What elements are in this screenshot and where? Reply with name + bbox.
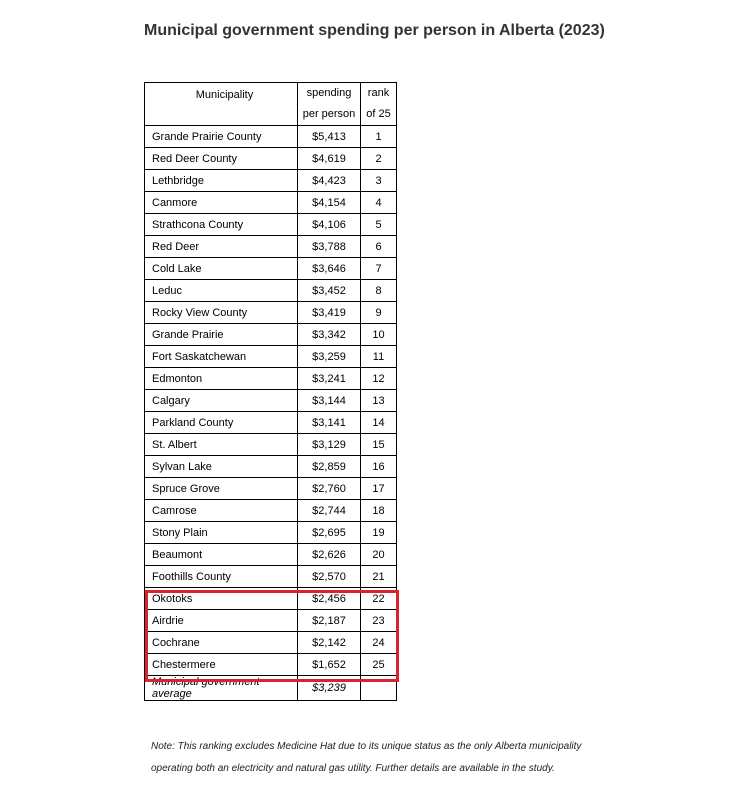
rank-cell: 16 <box>361 456 397 478</box>
rank-cell: 1 <box>361 126 397 148</box>
spending-cell: $3,144 <box>298 390 361 412</box>
table-row <box>145 302 397 324</box>
table-row <box>145 368 397 390</box>
spending-cell: $4,106 <box>298 214 361 236</box>
spending-cell: $3,342 <box>298 324 361 346</box>
average-rank <box>361 676 397 701</box>
municipality-cell: Calgary <box>145 390 298 412</box>
municipality-cell: Rocky View County <box>145 302 298 324</box>
table-row <box>145 170 397 192</box>
spending-cell: $3,129 <box>298 434 361 456</box>
spending-cell: $2,859 <box>298 456 361 478</box>
municipality-cell: Sylvan Lake <box>145 456 298 478</box>
table-row <box>145 214 397 236</box>
spending-cell: $2,626 <box>298 544 361 566</box>
table-row <box>145 478 397 500</box>
average-label: Municipal government average <box>145 676 298 701</box>
table-row <box>145 280 397 302</box>
table-row <box>145 610 397 632</box>
average-spending: $3,239 <box>298 676 361 701</box>
spending-table <box>144 82 397 701</box>
municipality-cell: Airdrie <box>145 610 298 632</box>
spending-cell: $3,259 <box>298 346 361 368</box>
table-row <box>145 390 397 412</box>
table-row <box>145 192 397 214</box>
rank-cell: 11 <box>361 346 397 368</box>
table-row <box>145 522 397 544</box>
average-row <box>145 676 397 701</box>
municipality-cell: St. Albert <box>145 434 298 456</box>
rank-cell: 5 <box>361 214 397 236</box>
municipality-cell: Chestermere <box>145 654 298 676</box>
rank-cell: 17 <box>361 478 397 500</box>
municipality-cell: Beaumont <box>145 544 298 566</box>
table-row <box>145 258 397 280</box>
table-row <box>145 148 397 170</box>
rank-cell: 24 <box>361 632 397 654</box>
table-row <box>145 412 397 434</box>
table-row <box>145 544 397 566</box>
footnote-line1: Note: This ranking excludes Medicine Hat due to its unique status as the only Alberta municipality <box>151 741 582 752</box>
municipality-cell: Camrose <box>145 500 298 522</box>
spending-cell: $2,744 <box>298 500 361 522</box>
table-body <box>145 126 397 676</box>
rank-cell: 25 <box>361 654 397 676</box>
rank-cell: 12 <box>361 368 397 390</box>
spending-cell: $3,241 <box>298 368 361 390</box>
rank-cell: 21 <box>361 566 397 588</box>
spending-cell: $2,456 <box>298 588 361 610</box>
municipality-cell: Grande Prairie <box>145 324 298 346</box>
table-row <box>145 566 397 588</box>
spending-cell: $3,788 <box>298 236 361 258</box>
table-row <box>145 654 397 676</box>
municipality-cell: Fort Saskatchewan <box>145 346 298 368</box>
header-spending <box>298 83 361 126</box>
table-row <box>145 434 397 456</box>
header-rank-line2: of 25 <box>366 108 391 120</box>
rank-cell: 20 <box>361 544 397 566</box>
rank-cell: 15 <box>361 434 397 456</box>
footnote-line2: operating both an electricity and natural gas utility. Further details are available in the study. <box>151 763 555 774</box>
municipality-cell: Okotoks <box>145 588 298 610</box>
table-row <box>145 456 397 478</box>
rank-cell: 8 <box>361 280 397 302</box>
table-row <box>145 126 397 148</box>
municipality-cell: Strathcona County <box>145 214 298 236</box>
table-row <box>145 588 397 610</box>
table-row <box>145 236 397 258</box>
municipality-cell: Edmonton <box>145 368 298 390</box>
rank-cell: 6 <box>361 236 397 258</box>
municipality-cell: Parkland County <box>145 412 298 434</box>
spending-cell: $5,413 <box>298 126 361 148</box>
municipality-cell: Red Deer County <box>145 148 298 170</box>
rank-cell: 14 <box>361 412 397 434</box>
spending-cell: $4,423 <box>298 170 361 192</box>
table-row <box>145 324 397 346</box>
footnote <box>151 736 631 780</box>
municipality-cell: Stony Plain <box>145 522 298 544</box>
table-row <box>145 632 397 654</box>
rank-cell: 7 <box>361 258 397 280</box>
table-row <box>145 500 397 522</box>
spending-cell: $1,652 <box>298 654 361 676</box>
rank-cell: 4 <box>361 192 397 214</box>
rank-cell: 10 <box>361 324 397 346</box>
municipality-cell: Red Deer <box>145 236 298 258</box>
spending-cell: $4,619 <box>298 148 361 170</box>
municipality-cell: Cold Lake <box>145 258 298 280</box>
spending-cell: $2,142 <box>298 632 361 654</box>
rank-cell: 23 <box>361 610 397 632</box>
header-rank-line1: rank <box>367 87 390 99</box>
rank-cell: 2 <box>361 148 397 170</box>
municipality-cell: Cochrane <box>145 632 298 654</box>
municipality-cell: Spruce Grove <box>145 478 298 500</box>
chart-title: Municipal government spending per person in Alberta (2023) <box>144 22 605 39</box>
rank-cell: 22 <box>361 588 397 610</box>
municipality-cell: Canmore <box>145 192 298 214</box>
spending-cell: $2,570 <box>298 566 361 588</box>
spending-cell: $2,695 <box>298 522 361 544</box>
table-header-row <box>145 83 397 126</box>
header-rank <box>361 83 397 126</box>
municipality-cell: Leduc <box>145 280 298 302</box>
rank-cell: 13 <box>361 390 397 412</box>
spending-cell: $2,187 <box>298 610 361 632</box>
header-municipality: Municipality <box>145 83 298 126</box>
municipality-cell: Foothills County <box>145 566 298 588</box>
table-row <box>145 346 397 368</box>
header-spending-line1: spending <box>306 87 352 99</box>
municipality-cell: Lethbridge <box>145 170 298 192</box>
spending-cell: $2,760 <box>298 478 361 500</box>
spending-cell: $3,141 <box>298 412 361 434</box>
header-spending-line2: per person <box>302 108 356 120</box>
rank-cell: 18 <box>361 500 397 522</box>
rank-cell: 19 <box>361 522 397 544</box>
rank-cell: 9 <box>361 302 397 324</box>
spending-cell: $3,452 <box>298 280 361 302</box>
rank-cell: 3 <box>361 170 397 192</box>
spending-cell: $4,154 <box>298 192 361 214</box>
spending-cell: $3,646 <box>298 258 361 280</box>
spending-cell: $3,419 <box>298 302 361 324</box>
spending-table-container <box>144 82 397 701</box>
municipality-cell: Grande Prairie County <box>145 126 298 148</box>
